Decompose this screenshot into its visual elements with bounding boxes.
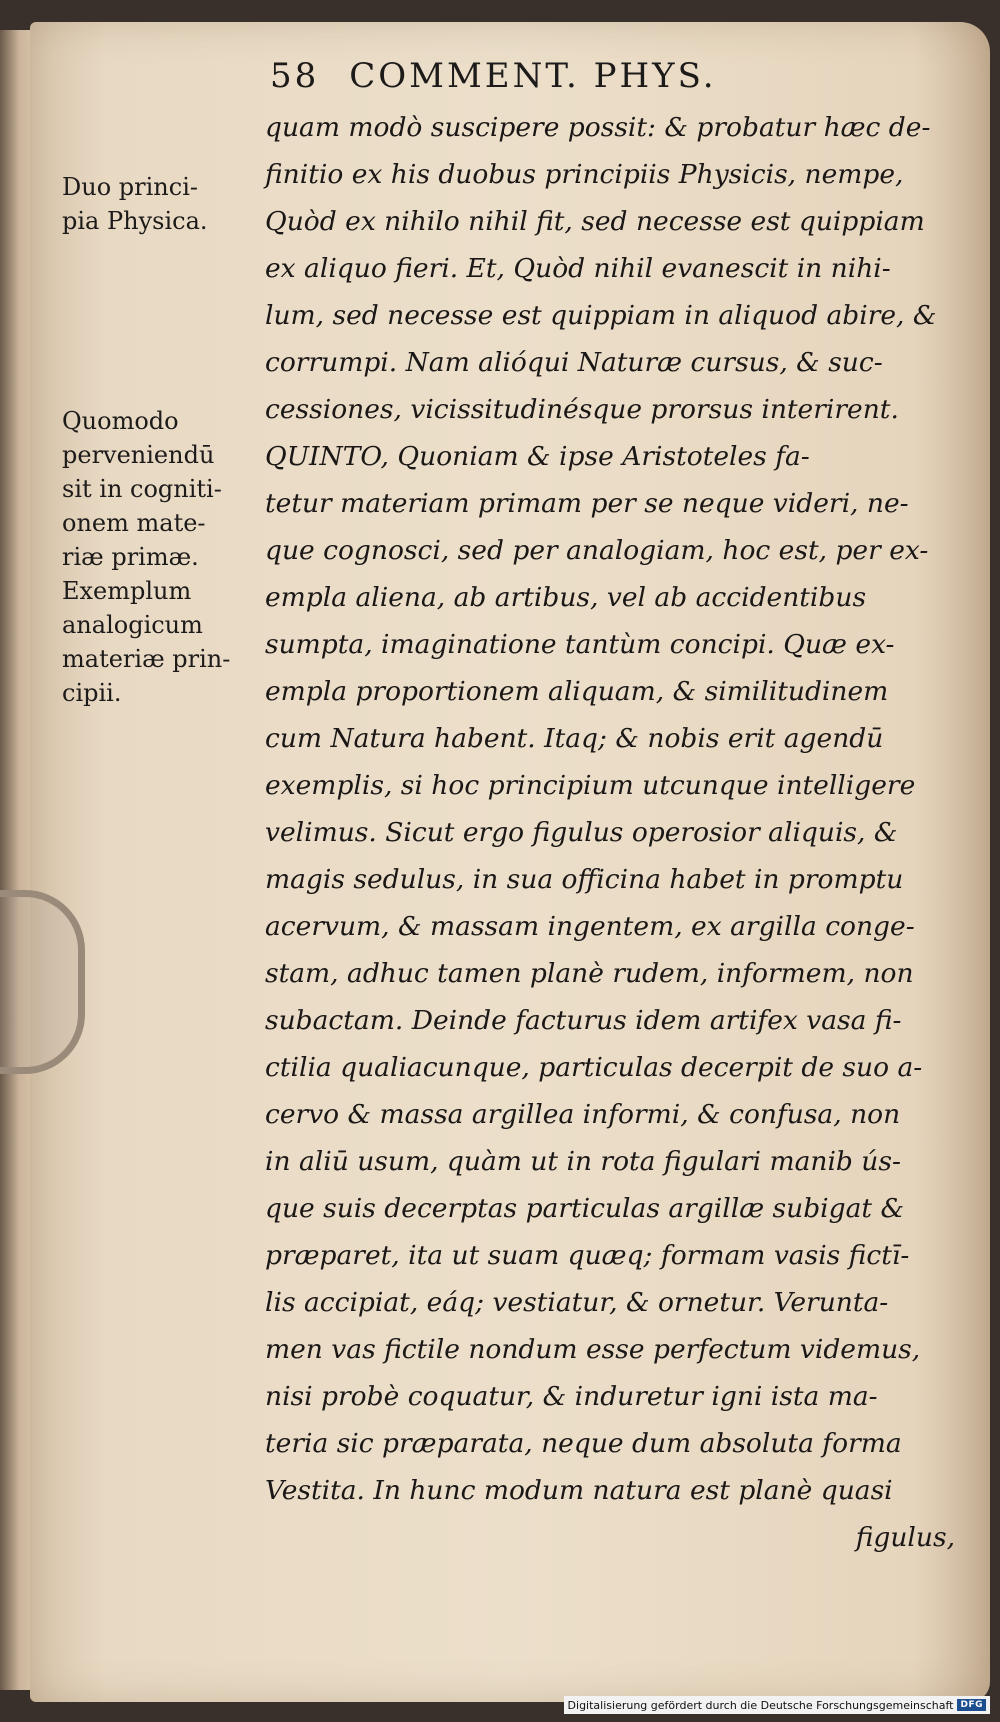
credit-text: Digitalisierung gefördert durch die Deutsche Forschungsgemeinschaft [567,1698,954,1712]
text-line: empla proportionem aliquam, & similitudinem [265,676,889,707]
text-line: in aliū usum, quàm ut in rota figulari manib ús- [265,1146,901,1177]
text-line: sumpta, imaginatione tantùm concipi. Quæ ex- [265,629,895,660]
text-line: empla aliena, ab artibus, vel ab accidentibus [265,582,867,613]
page-header [270,56,830,96]
text-line: figulus, [855,1522,955,1553]
text-line: subactam. Deinde facturus idem artifex vasa fi- [265,1005,902,1036]
margin-note: Quomodo perveniendū sit in cogniti- onem mate- riæ primæ. Exemplum analogicum materiæ prin- cipii. [62,407,231,707]
running-title: COMMENT. PHYS. [349,56,717,96]
text-line: ctilia qualiacunque, particulas decerpit de suo a- [265,1052,923,1083]
text-line: finitio ex his duobus principiis Physicis, nempe, [265,159,904,190]
text-line: nisi probè coquatur, & induretur igni ista ma- [265,1381,878,1412]
page-number: 58 [270,56,320,96]
text-line: corrumpi. Nam alióqui Naturæ cursus, & suc- [265,347,883,378]
text-line: cervo & massa argillea informi, & confusa, non [265,1099,901,1130]
text-line: lum, sed necesse est quippiam in aliquod abire, & [265,300,937,331]
text-line: tetur materiam primam per se neque videri, ne- [265,488,909,519]
text-line: teria sic præparata, neque dum absoluta forma [265,1428,902,1459]
text-line: Vestita. In hunc modum natura est planè quasi [265,1475,893,1506]
book-clasp [0,890,85,1074]
text-line: stam, adhuc tamen planè rudem, informem, non [265,958,914,989]
text-line: ex aliquo fieri. Et, Quòd nihil evanescit in nihi- [265,253,891,284]
text-line: que cognosci, sed per analogiam, hoc est, per ex- [265,535,929,566]
text-line: acervum, & massam ingentem, ex argilla conge- [265,911,915,942]
text-line: magis sedulus, in sua officina habet in promptu [265,864,904,895]
text-line: Quòd ex nihilo nihil fit, sed necesse est quippiam [265,206,925,237]
text-line: que suis decerptas particulas argillæ subigat & [265,1193,905,1224]
text-line: cessiones, vicissitudinésque prorsus interirent. [265,394,899,425]
digitization-credit [564,1696,990,1714]
dfg-logo: DFG [957,1699,986,1711]
text-line: exemplis, si hoc principium utcunque intelligere [265,770,916,801]
text-line: quam modò suscipere possit: & probatur hæc de- [265,112,931,143]
text-line: lis accipiat, eáq; vestiatur, & ornetur. Verunta- [265,1287,889,1318]
body-text [265,104,965,1561]
text-line: QUINTO, Quoniam & ipse Aristoteles fa- [265,441,810,472]
text-line: velimus. Sicut ergo figulus operosior aliquis, & [265,817,898,848]
text-line: præparet, ita ut suam quæq; formam vasis fictī- [265,1240,910,1271]
text-line: men vas fictile nondum esse perfectum videmus, [265,1334,921,1365]
margin-note: Duo princi- pia Physica. [62,173,208,235]
text-line: cum Natura habent. Itaq; & nobis erit agendū [265,723,884,754]
